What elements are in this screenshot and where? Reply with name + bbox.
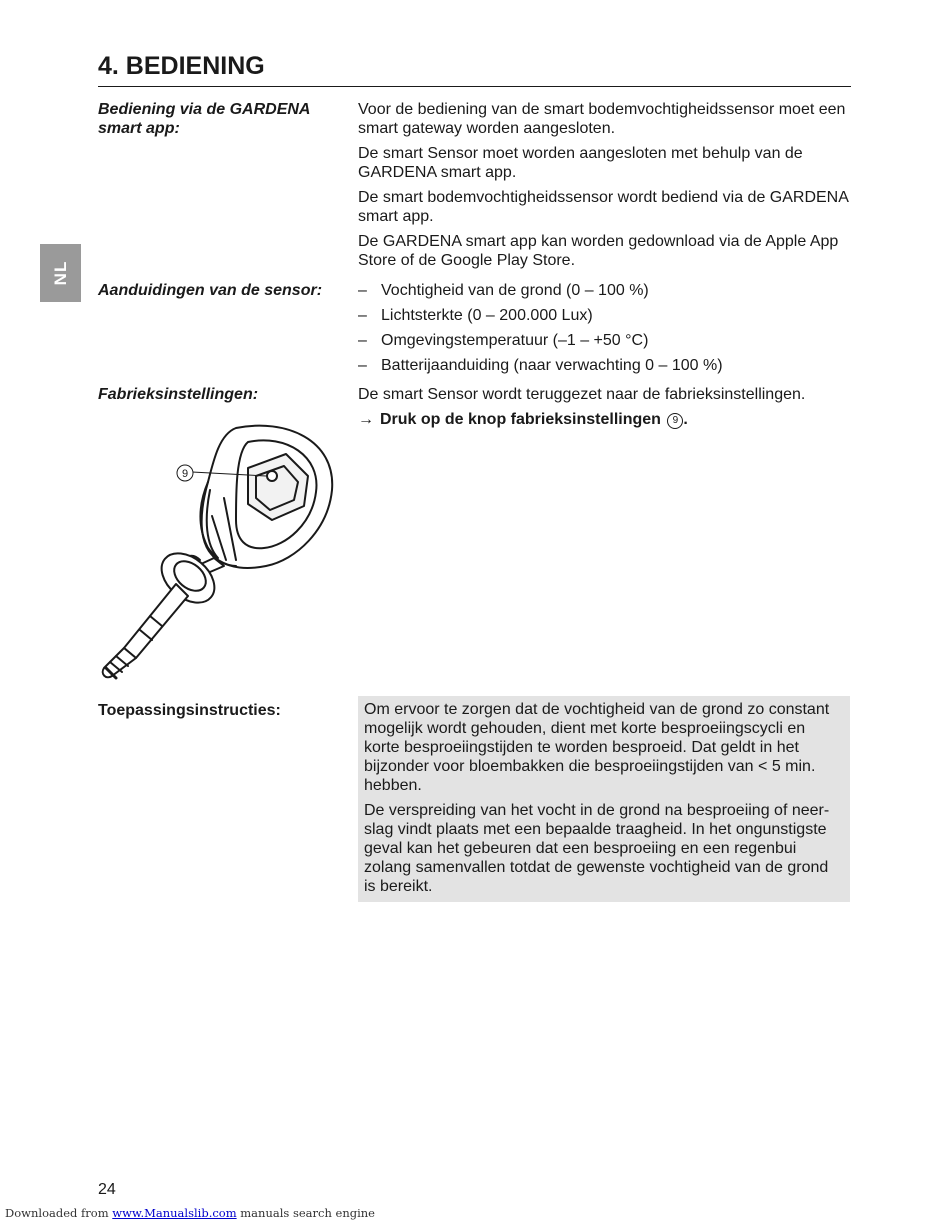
list-item-text: Lichtsterkte (0 – 200.000 Lux) (381, 307, 593, 324)
factory-action-text: Druk op de knop fabrieksinstellingen (380, 411, 661, 428)
dash-bullet: – (358, 332, 367, 349)
indications-list-container (358, 281, 853, 381)
reference-number-badge: 9 (667, 413, 683, 429)
factory-action-end: . (683, 411, 688, 428)
download-footer (5, 1206, 375, 1220)
operation-paragraph: Voor de bediening van de smart bodemvochtigheidssensor moet een smart gateway worden aangesloten. (358, 101, 846, 137)
list-item (358, 306, 853, 325)
dash-bullet: – (358, 307, 367, 324)
page-number: 24 (98, 1181, 116, 1198)
manualslib-link[interactable]: www.Manualslib.com (112, 1206, 237, 1220)
arrow-right-icon: → (358, 411, 374, 428)
list-item-text: Batterijaanduiding (naar verwachting 0 – 100 %) (381, 357, 723, 374)
application-note-box (358, 696, 850, 902)
footer-suffix: manuals search engine (240, 1206, 375, 1220)
operation-paragraph: De GARDENA smart app kan worden gedownload via de Apple App Store of de Google Play Store. (358, 233, 839, 269)
factory-action (358, 410, 853, 429)
list-item-text: Vochtigheid van de grond (0 – 100 %) (381, 282, 649, 299)
operation-paragraph: De smart Sensor moet worden aangesloten met behulp van de GARDENA smart app. (358, 145, 803, 181)
language-tab (40, 244, 81, 302)
application-label: Toepassingsinstructies: (98, 702, 281, 719)
callout-number: 9 (181, 468, 189, 480)
factory-description: De smart Sensor wordt teruggezet naar de fabrieksinstellingen. (358, 386, 806, 403)
factory-text (358, 385, 853, 429)
footer-prefix: Downloaded from (5, 1206, 109, 1220)
list-item (358, 331, 853, 350)
indications-list (358, 281, 853, 375)
dash-bullet: – (358, 357, 367, 374)
application-paragraph: De verspreiding van het vocht in de grond na besproeiing of neer-slag vindt plaats met een bepaalde traagheid. In het ongunstigste geval kan het gebeuren dat een besproeiing en een regenbui zolang samenvallen totdat de gewenste vochtigheid van de grond is bereikt. (364, 802, 830, 895)
list-item-text: Omgevingstemperatuur (–1 – +50 °C) (381, 332, 649, 349)
page-title: 4. BEDIENING (98, 50, 851, 87)
application-paragraph: Om ervoor te zorgen dat de vochtigheid van de grond zo constant mogelijk wordt gehouden, dient met korte besproeiingscycli en korte besproeiingstijden te worden besproeid. Dat geldt in het bijzonder voor bloembakken die besproeiingstijden van < 5 min. hebben. (364, 701, 830, 794)
factory-reset-button (267, 471, 277, 481)
dash-bullet: – (358, 282, 367, 299)
factory-label: Fabrieksinstellingen: (98, 386, 259, 403)
operation-label: Bediening via de GARDENA smart app: (98, 101, 310, 137)
operation-text (358, 100, 853, 276)
operation-paragraph: De smart bodemvochtigheidssensor wordt bediend via de GARDENA smart app. (358, 189, 849, 225)
list-item (358, 356, 853, 375)
language-tab-label: NL (50, 260, 70, 286)
sensor-illustration (96, 420, 346, 685)
list-item (358, 281, 853, 300)
indications-label: Aanduidingen van de sensor: (98, 282, 323, 299)
